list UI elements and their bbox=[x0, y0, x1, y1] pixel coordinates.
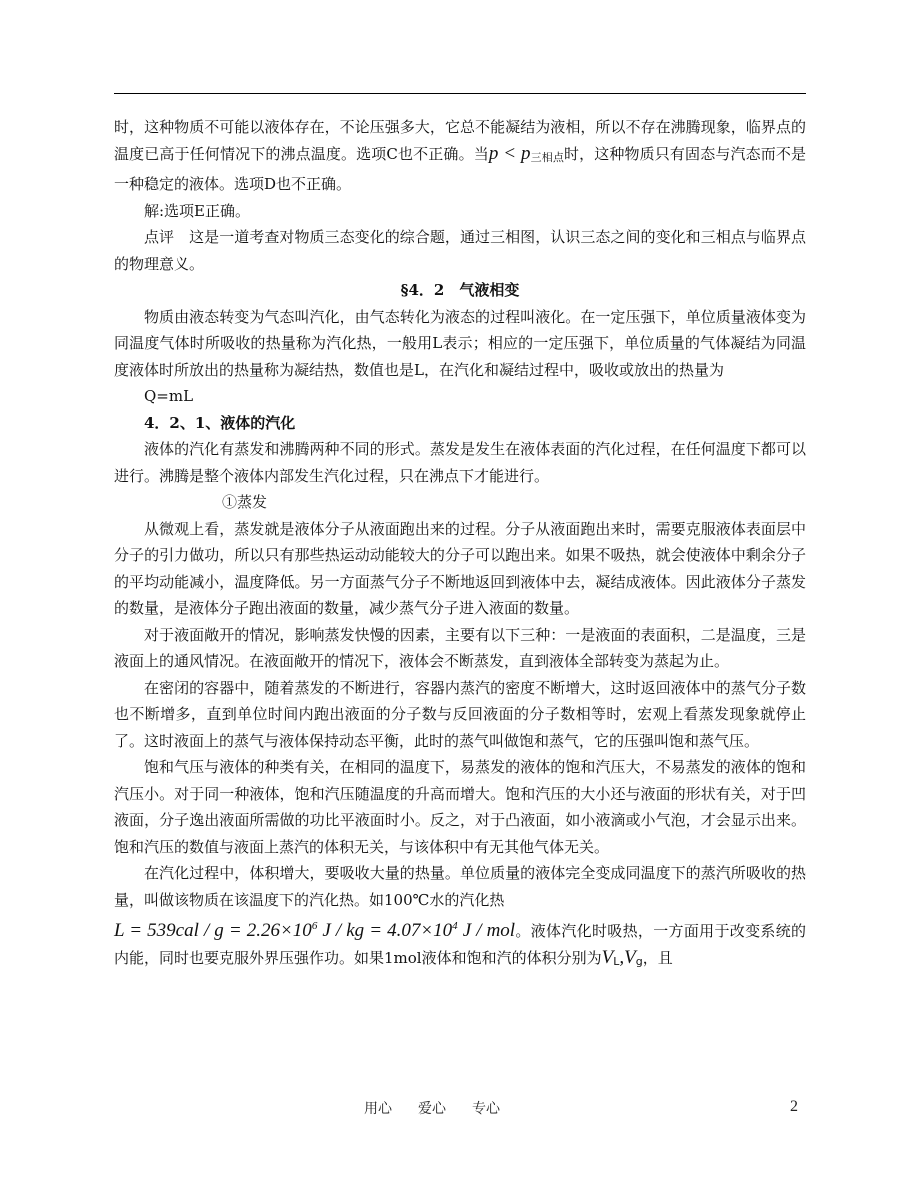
paragraph-text: 时，这种物质不可能以液体存在，不论压强多大，它总不能凝结为液相，所以不存在沸腾现象，临界点的温度已高于任何情况下的沸点温度。选项C也不正确。当 bbox=[114, 118, 806, 163]
equation: $L = 539cal / g = 2.26\times 10^6$ J / kg = $4.07\times 10^4$ J / mol bbox=[114, 920, 516, 941]
paragraph bbox=[114, 114, 806, 198]
document-body bbox=[114, 114, 806, 975]
formula: Q=mL bbox=[144, 387, 194, 405]
footer-slogan bbox=[364, 1098, 526, 1118]
footer-slogan-item: 专心 bbox=[472, 1101, 500, 1117]
paragraph: 在密闭的容器中，随着蒸发的不断进行，容器内蒸汽的密度不断增大，这时返回液体中的蒸气分子数也不断增多，直到单位时间内跑出液面的分子数与反回液面的分子数相等时，宏观上看蒸发现象就停止了。这时液面上的蒸气与液体保持动态平衡，此时的蒸气叫做饱和蒸气，它的压强叫饱和蒸气压。 bbox=[114, 678, 806, 750]
list-item: ①蒸发 bbox=[222, 493, 268, 511]
footer-slogan-item: 用心 bbox=[364, 1101, 392, 1117]
footer-slogan-item: 爱心 bbox=[418, 1101, 446, 1117]
paragraph: 解:选项E正确。 bbox=[144, 201, 251, 220]
math-inline: VL,Vg bbox=[601, 946, 643, 968]
paragraph-text: 时，这种物质只有固态与汽态而不是一种稳定的液体。选项D也不正确。 bbox=[114, 144, 806, 193]
paragraph: 在汽化过程中，体积增大，要吸收大量的热量。单位质量的液体完全变成同温度下的蒸汽所吸收的热量，叫做该物质在该温度下的汽化热。如100℃水的汽化热 bbox=[114, 864, 806, 909]
paragraph: 对于液面敞开的情况，影响蒸发快慢的因素，主要有以下三种：一是液面的表面积，二是温度，三是液面上的通风情况。在液面敞开的情况下，液体会不断蒸发，直到液体全部转变为蒸起为止。 bbox=[114, 625, 806, 670]
paragraph: 饱和气压与液体的种类有关，在相同的温度下，易蒸发的液体的饱和汽压大，不易蒸发的液体的饱和汽压小。对于同一种液体，饱和汽压随温度的升高而增大。饱和汽压的大小还与液面的形状有关，对于凹液面，分子逸出液面所需做的功比平液面时小。反之，对于凸液面，如小液滴或小气泡，才会显示出来。饱和汽压的数值与液面上蒸汽的体积无关，与该体积中有无其他气体无关。 bbox=[114, 758, 806, 856]
paragraph bbox=[114, 913, 806, 975]
math-inline: p < p三相点 bbox=[488, 142, 564, 164]
header-rule bbox=[114, 93, 806, 94]
page-number: 2 bbox=[790, 1098, 798, 1115]
paragraph-text: ，且 bbox=[642, 948, 673, 967]
paragraph: 从微观上看，蒸发就是液体分子从液面跑出来的过程。分子从液面跑出来时，需要克服液体表面层中分子的引力做功，所以只有那些热运动动能较大的分子可以跑出来。如果不吸热，就会使液体中剩余分子的平均动能减小，温度降低。另一方面蒸气分子不断地返回到液体中去，凝结成液体。因此液体分子蒸发的数量，是液体分子跑出液面的数量，减少蒸气分子进入液面的数量。 bbox=[114, 519, 806, 617]
paragraph: 物质由液态转变为气态叫汽化，由气态转化为液态的过程叫液化。在一定压强下，单位质量液体变为同温度气体时所吸收的热量称为汽化热，一般用L表示；相应的一定压强下，单位质量的气体凝结为同温度液体时所放出的热量称为凝结热，数值也是L，在汽化和凝结过程中，吸收或放出的热量为 bbox=[114, 307, 806, 379]
paragraph: 液体的汽化有蒸发和沸腾两种不同的形式。蒸发是发生在液体表面的汽化过程，在任何温度下都可以进行。沸腾是整个液体内部发生汽化过程，只在沸点下才能进行。 bbox=[114, 440, 806, 485]
paragraph-text: 。液体汽化时吸热，一方面用于改变系统的内能，同时也要克服外界压强作功。如果1mol液体和饱和汽的体积分别为 bbox=[114, 922, 806, 967]
paragraph: 点评 这是一道考查对物质三态变化的综合题，通过三相图，认识三态之间的变化和三相点与临界点的物理意义。 bbox=[114, 228, 806, 273]
section-title: §4．2 气液相变 bbox=[400, 281, 520, 299]
subsection-title: 4．2、1、液体的汽化 bbox=[144, 413, 296, 432]
